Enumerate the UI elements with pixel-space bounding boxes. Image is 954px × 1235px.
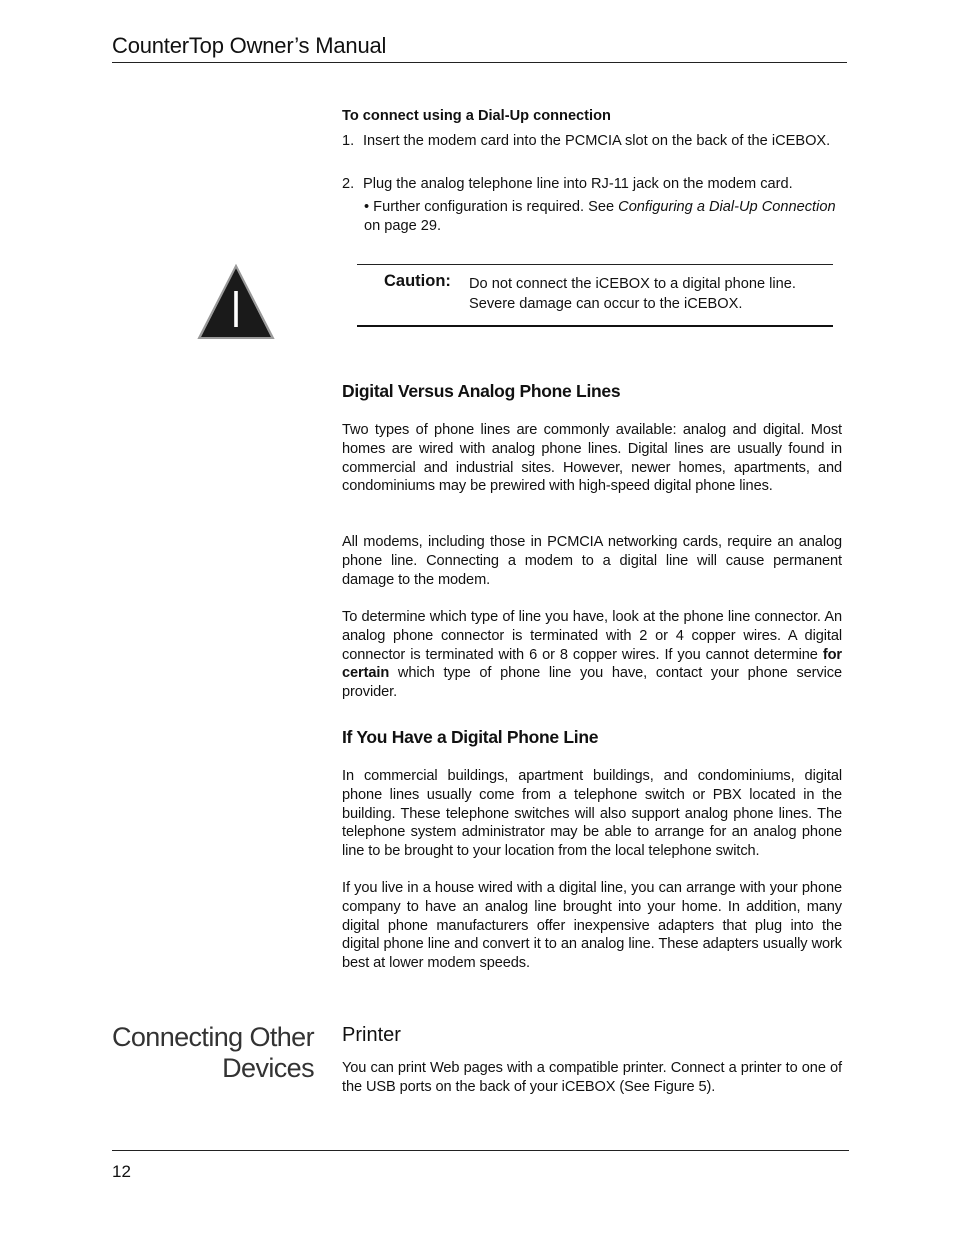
emphasis-text: for certain [342, 646, 842, 682]
running-header: CounterTop Owner’s Manual [112, 33, 387, 58]
warning-triangle-icon [195, 261, 277, 343]
side-heading-line: Devices [222, 1053, 314, 1083]
paragraph [342, 879, 842, 973]
step-text: Insert the modem card into the PCMCIA slot on the back of the iCEBOX. [363, 133, 831, 149]
bullet-link-text: Configuring a Dial-Up Connection [618, 199, 836, 215]
caution-bottom-rule [357, 325, 833, 327]
caution-label: Caution: [384, 272, 451, 290]
paragraph [342, 1059, 842, 1097]
paragraph-text: You can print Web pages with a compatible printer. Connect a printer to one of the USB ports on the back of your iCEBOX (See Figure 5). [342, 1060, 842, 1095]
section-heading-digital-vs-analog: Digital Versus Analog Phone Lines [342, 381, 621, 401]
step-number: 2. [342, 176, 355, 192]
paragraph [342, 767, 842, 861]
paragraph [342, 533, 842, 589]
bullet-prefix: • Further configuration is required. See [364, 199, 619, 215]
page-number: 12 [112, 1162, 131, 1181]
bullet-suffix: on page 29. [364, 217, 442, 234]
section-heading-digital-line: If You Have a Digital Phone Line [342, 727, 599, 747]
paragraph [342, 421, 842, 496]
paragraph [342, 608, 842, 702]
paragraph-text-part: which type of phone line you have, contact your phone service provider. [342, 665, 842, 701]
dialup-heading: To connect using a Dial-Up connection [342, 108, 611, 124]
paragraph-text [342, 608, 842, 702]
paragraph-text: All modems, including those in PCMCIA networking cards, require an analog phone line. Connecting a modem to a digital line will cause permanent damage to the modem. [342, 534, 842, 588]
dialup-bullet [364, 198, 844, 236]
step-number: 1. [342, 133, 355, 149]
paragraph-text: If you live in a house wired with a digital line, you can arrange with your phone company to have an analog line brought into your home. In addition, many digital phone manufacturers offer inexpensive adapters that plug into the digital phone line and convert it to an analog line. These adapters usually work best at lower modem speeds. [342, 880, 842, 972]
side-heading-connecting-other-devices [100, 1022, 314, 1084]
paragraph-text-part: To determine which type of line you have, look at the phone line connector. An analog phone connector is terminated with 2 or 4 copper wires. A digital connector is terminated with 6 or 8 copper wires. If you cannot determine [342, 609, 842, 663]
section-heading-printer: Printer [342, 1024, 401, 1046]
dialup-step-2 [342, 175, 842, 194]
header-rule [112, 62, 847, 63]
caution-text: Do not connect the iCEBOX to a digital phone line. Severe damage can occur to the iCEBOX. [469, 276, 796, 312]
side-heading-line: Connecting Other [111, 1022, 314, 1052]
paragraph-text: In commercial buildings, apartment buildings, and condominiums, digital phone lines usually come from a telephone switch or PBX located in the building. These telephone switches will also support analog phone lines. The telephone system administrator may be able to arrange for an analog phone line to be brought to your location from the local telephone switch. [342, 768, 842, 860]
paragraph-text: Two types of phone lines are commonly available: analog and digital. Most homes are wired with analog phone lines. Digital lines are usually found in commercial and industrial sites. However, newer homes, apartments, and condominiums may be prewired with high-speed digital phone lines. [342, 422, 842, 495]
caution-top-rule [357, 264, 833, 265]
step-text: Plug the analog telephone line into RJ-11 jack on the modem card. [363, 176, 793, 192]
footer-rule [112, 1150, 849, 1151]
dialup-step-1 [342, 132, 842, 151]
